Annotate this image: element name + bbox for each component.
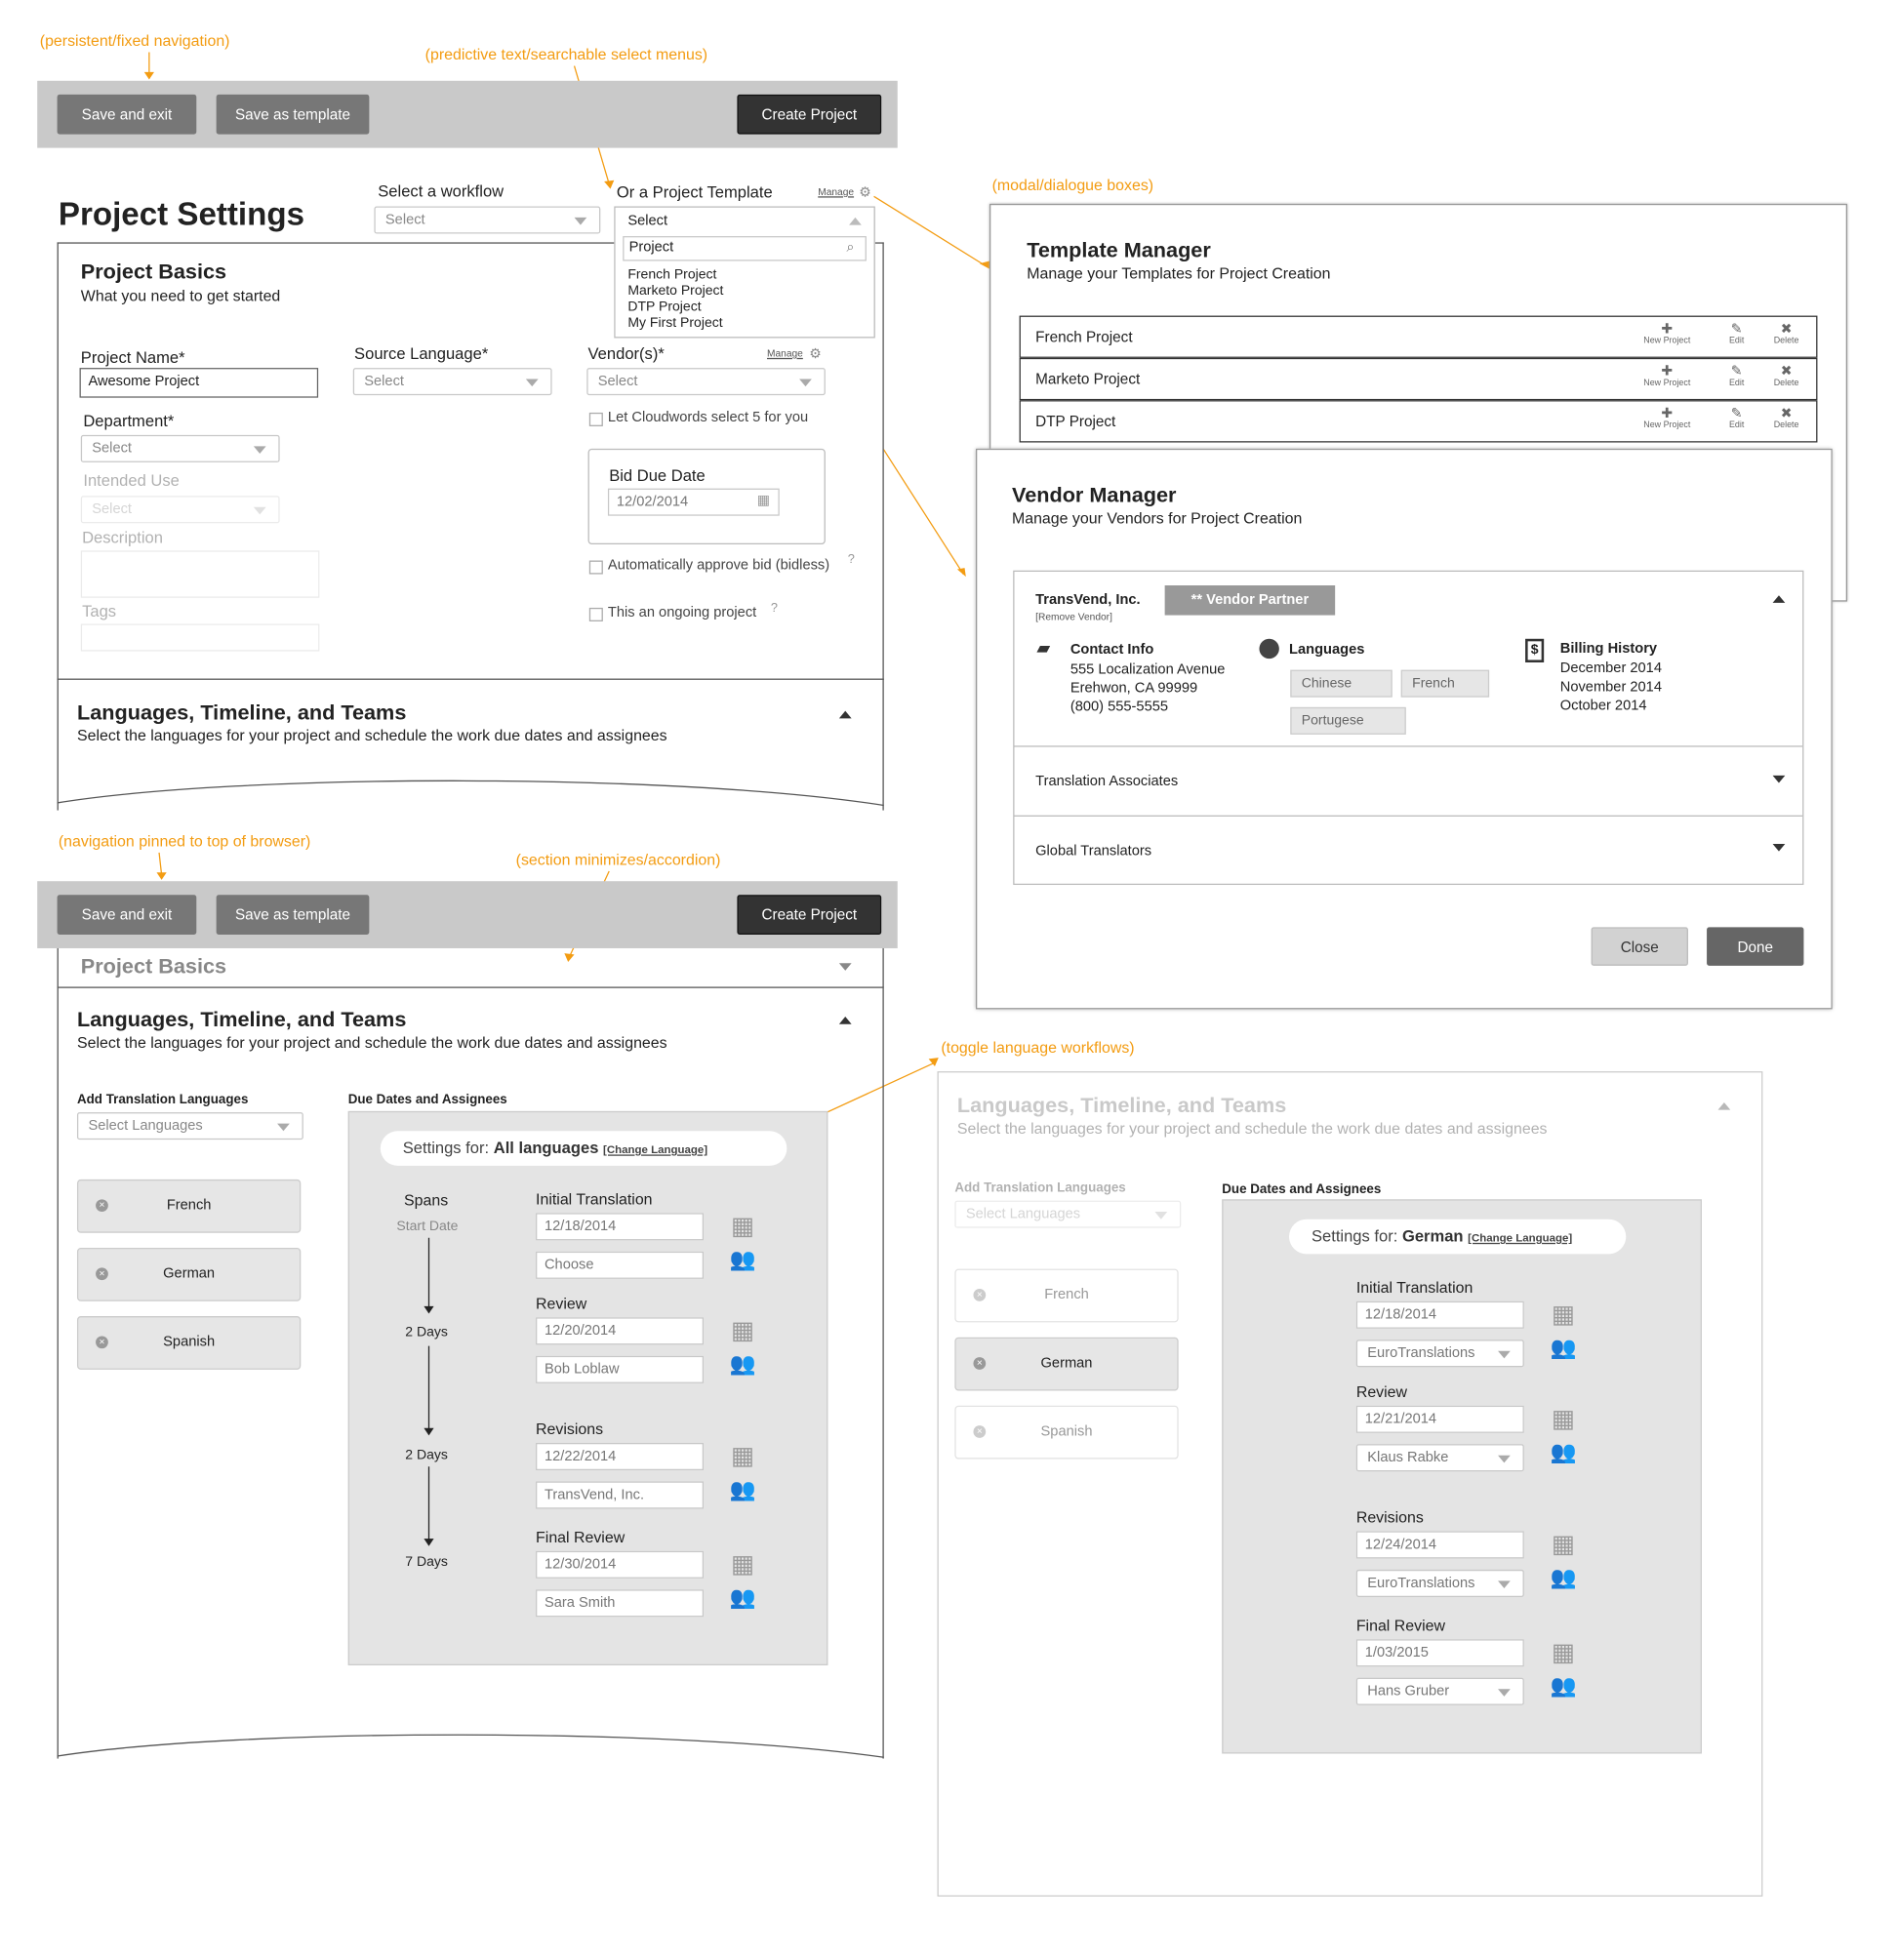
save-exit-button[interactable]: Save and exit xyxy=(58,895,197,935)
step-assignee[interactable]: TransVend, Inc. xyxy=(536,1481,704,1508)
department-select[interactable]: Select xyxy=(81,435,280,462)
template-select-value[interactable]: Select xyxy=(627,214,668,229)
settings-for-label: Settings for: xyxy=(1311,1226,1398,1246)
tags-input[interactable] xyxy=(81,623,320,651)
contact-line: (800) 555-5555 xyxy=(1070,700,1169,715)
ltt-title: Languages, Timeline, and Teams xyxy=(76,1008,407,1032)
collapse-icon[interactable] xyxy=(839,711,852,719)
ongoing-checkbox[interactable]: This an ongoing project xyxy=(589,605,756,620)
step-date-input[interactable]: 12/18/2014 xyxy=(1356,1301,1524,1329)
basics-subtitle: What you need to get started xyxy=(80,287,281,305)
vendor-name: TransVend, Inc. xyxy=(1035,592,1141,608)
ltt-subtitle: Select the languages for your project and schedule the work due dates and assignees xyxy=(76,1033,667,1052)
new-project-icon: ✚ xyxy=(1661,364,1674,380)
ltt-subtitle: Select the languages for your project and schedule the work due dates and assignees xyxy=(956,1119,1548,1138)
duration-2: 2 Days xyxy=(405,1448,448,1463)
note-nav: (persistent/fixed navigation) xyxy=(39,32,230,50)
delete-label: Delete xyxy=(1773,379,1799,388)
basics-collapsed-title: Project Basics xyxy=(80,954,227,979)
settings-for-label: Settings for: xyxy=(402,1138,490,1158)
step-assignee[interactable]: Klaus Rabke xyxy=(1356,1444,1524,1471)
edit-action[interactable] xyxy=(1712,364,1761,387)
source-language-select[interactable]: Select xyxy=(353,368,552,395)
step-date-input[interactable]: 12/24/2014 xyxy=(1356,1531,1524,1558)
language-tag-french[interactable]: French xyxy=(1401,670,1489,698)
globe-icon xyxy=(1259,639,1278,659)
template-row-name: DTP Project xyxy=(1035,412,1116,430)
add-languages-select[interactable]: Select Languages xyxy=(954,1201,1181,1228)
ltt-title: Languages, Timeline, and Teams xyxy=(956,1094,1287,1118)
expand-icon[interactable] xyxy=(1773,776,1786,783)
edit-label: Edit xyxy=(1728,420,1745,430)
basics-collapsed-bar[interactable] xyxy=(58,948,884,988)
billing-line: November 2014 xyxy=(1559,679,1662,696)
calendar-icon[interactable]: ▦ xyxy=(756,493,771,509)
billing-line: October 2014 xyxy=(1559,698,1647,714)
calendar-icon[interactable]: ▦ xyxy=(1551,1531,1575,1559)
description-input[interactable] xyxy=(81,550,320,597)
template-row-name: Marketo Project xyxy=(1035,370,1141,388)
edit-icon: ✎ xyxy=(1730,406,1743,421)
save-exit-button[interactable]: Save and exit xyxy=(58,95,197,135)
step-name: Initial Translation xyxy=(536,1190,653,1209)
step-date-input[interactable]: 1/03/2015 xyxy=(1356,1639,1524,1666)
help-icon[interactable]: ? xyxy=(847,552,855,567)
remove-language-icon[interactable]: × xyxy=(96,1267,108,1280)
delete-icon: ✖ xyxy=(1780,364,1793,380)
language-tag-portugese[interactable]: Portugese xyxy=(1290,707,1405,735)
language-item-german[interactable] xyxy=(77,1248,301,1301)
collapse-icon[interactable] xyxy=(1773,595,1786,603)
close-button[interactable]: Close xyxy=(1592,927,1688,965)
change-language-link[interactable]: [Change Language] xyxy=(603,1142,708,1156)
template-row[interactable] xyxy=(1020,358,1818,400)
settings-for-value: German xyxy=(1401,1226,1464,1246)
step-name: Final Review xyxy=(536,1528,626,1546)
new-project-action[interactable] xyxy=(1642,407,1692,430)
due-dates-box xyxy=(1222,1199,1702,1753)
ltt-title: Languages, Timeline, and Teams xyxy=(76,700,407,725)
template-label: Or a Project Template xyxy=(616,182,773,202)
page-title: Project Settings xyxy=(58,195,305,233)
template-manage-link[interactable]: Manage xyxy=(818,186,855,198)
settings-for-pill xyxy=(381,1131,787,1166)
duration-1: 2 Days xyxy=(405,1324,448,1340)
collapse-icon[interactable] xyxy=(839,1017,852,1024)
step-date-input[interactable]: 12/20/2014 xyxy=(536,1317,704,1344)
new-project-label: New Project xyxy=(1643,337,1691,346)
settings-for-pill xyxy=(1289,1220,1626,1255)
delete-label: Delete xyxy=(1773,337,1799,346)
edit-action[interactable] xyxy=(1712,322,1761,345)
language-item-german[interactable] xyxy=(954,1338,1178,1391)
remove-language-icon[interactable]: × xyxy=(973,1289,986,1301)
remove-language-icon[interactable]: × xyxy=(973,1357,986,1370)
language-label: Spanish xyxy=(163,1335,216,1350)
template-option[interactable]: French Project xyxy=(627,266,717,283)
settings-for-value: All languages xyxy=(493,1138,599,1158)
calendar-icon[interactable]: ▦ xyxy=(731,1213,755,1241)
help-icon[interactable]: ? xyxy=(770,601,778,616)
step-name: Final Review xyxy=(1355,1617,1445,1635)
calendar-icon[interactable]: ▦ xyxy=(1551,1405,1575,1433)
basics-title: Project Basics xyxy=(80,260,227,284)
template-search-input[interactable]: Project xyxy=(623,236,867,260)
assignee-icon[interactable]: 👥 xyxy=(729,1585,756,1610)
collapse-icon[interactable] xyxy=(1718,1102,1731,1110)
contact-title: Contact Info xyxy=(1070,642,1154,658)
vendor-manager-subtitle: Manage your Vendors for Project Creation xyxy=(1011,509,1303,528)
template-manager-title: Template Manager xyxy=(1027,238,1211,262)
delete-icon: ✖ xyxy=(1780,321,1793,338)
step-date-input[interactable]: 12/30/2014 xyxy=(536,1551,704,1579)
calendar-icon[interactable]: ▦ xyxy=(731,1317,755,1345)
note-modal: (modal/dialogue boxes) xyxy=(991,176,1154,194)
language-workflow-panel xyxy=(938,1071,1763,1897)
language-tag-chinese[interactable]: Chinese xyxy=(1290,670,1392,698)
edit-label: Edit xyxy=(1728,379,1745,388)
due-dates-label: Due Dates and Assignees xyxy=(1222,1181,1382,1197)
chevron-up-icon xyxy=(849,218,862,225)
edit-label: Edit xyxy=(1728,337,1745,346)
language-label: Spanish xyxy=(1040,1423,1093,1440)
save-template-button[interactable]: Save as template xyxy=(217,895,370,935)
divider xyxy=(1015,745,1803,746)
bid-due-box xyxy=(588,449,826,544)
vendor-manager-title: Vendor Manager xyxy=(1011,483,1177,507)
step-name: Revisions xyxy=(536,1420,604,1438)
step-assignee[interactable]: EuroTranslations xyxy=(1356,1570,1524,1597)
due-dates-box xyxy=(348,1111,828,1665)
calendar-icon[interactable]: ▦ xyxy=(731,1550,755,1579)
edit-icon: ✎ xyxy=(1730,364,1743,380)
step-assignee[interactable]: Choose xyxy=(536,1252,704,1279)
step-assignee[interactable]: Hans Gruber xyxy=(1356,1678,1524,1705)
project-name-label: Project Name* xyxy=(80,347,185,367)
billing-line: December 2014 xyxy=(1559,660,1662,677)
step-assignee[interactable]: EuroTranslations xyxy=(1356,1340,1524,1367)
language-item-spanish[interactable] xyxy=(954,1406,1178,1460)
change-language-link[interactable]: [Change Language] xyxy=(1468,1231,1573,1245)
template-row-name: French Project xyxy=(1035,328,1133,346)
new-project-icon: ✚ xyxy=(1661,406,1674,421)
project-name-input[interactable]: Awesome Project xyxy=(80,368,319,398)
template-row[interactable] xyxy=(1020,400,1818,442)
billing-lines xyxy=(1560,660,1662,715)
contact-icon: ▰ xyxy=(1036,637,1051,658)
step-name: Initial Translation xyxy=(1355,1278,1473,1297)
assignee-icon[interactable]: 👥 xyxy=(729,1477,756,1501)
template-option[interactable]: Marketo Project xyxy=(627,283,724,299)
contact-line: Erehwon, CA 99999 xyxy=(1070,681,1198,697)
remove-language-icon[interactable]: × xyxy=(973,1425,986,1438)
vendor-row-translation-associates[interactable]: Translation Associates xyxy=(1035,774,1179,789)
edit-icon: ✎ xyxy=(1730,321,1743,338)
contact-lines xyxy=(1070,661,1226,717)
languages-title: Languages xyxy=(1289,642,1365,658)
vendor-label: Vendor(s)* xyxy=(587,343,665,363)
auto-approve-checkbox[interactable]: Automatically approve bid (bidless) xyxy=(589,558,829,573)
vendor-accordion xyxy=(1013,571,1803,885)
create-project-button[interactable]: Create Project xyxy=(737,895,881,935)
delete-action[interactable] xyxy=(1761,364,1811,387)
done-button[interactable]: Done xyxy=(1707,927,1803,965)
expand-icon[interactable] xyxy=(839,963,852,971)
language-label: French xyxy=(166,1198,212,1214)
language-item-french[interactable] xyxy=(954,1269,1178,1323)
template-options xyxy=(627,267,723,332)
billing-icon: $ xyxy=(1525,639,1544,662)
assignee-icon[interactable]: 👥 xyxy=(1550,1566,1577,1590)
vendor-partner-badge: ** Vendor Partner xyxy=(1165,585,1336,616)
template-option[interactable]: My First Project xyxy=(627,315,723,331)
spans-label: Spans xyxy=(404,1191,449,1210)
create-project-button[interactable]: Create Project xyxy=(737,95,881,135)
vendor-manage-link[interactable]: Manage xyxy=(766,347,803,360)
department-label: Department* xyxy=(83,411,175,430)
contact-line: 555 Localization Avenue xyxy=(1070,661,1226,678)
step-date-input[interactable]: 12/22/2014 xyxy=(536,1443,704,1470)
add-languages-label: Add Translation Languages xyxy=(954,1180,1126,1196)
divider xyxy=(1015,816,1803,817)
calendar-icon[interactable]: ▦ xyxy=(1551,1639,1575,1667)
pinned-navbar xyxy=(37,881,898,948)
billing-title: Billing History xyxy=(1559,641,1658,657)
remove-language-icon[interactable]: × xyxy=(96,1336,108,1348)
ltt-subtitle: Select the languages for your project and schedule the work due dates and assignees xyxy=(76,727,667,745)
gear-icon[interactable]: ⚙ xyxy=(809,346,822,362)
step-date-input[interactable]: 12/18/2014 xyxy=(536,1213,704,1240)
timeline-arrows xyxy=(418,1234,442,1564)
step-name: Review xyxy=(1355,1382,1408,1401)
edit-action[interactable] xyxy=(1712,407,1761,430)
assignee-icon[interactable]: 👥 xyxy=(729,1247,756,1272)
language-item-spanish[interactable] xyxy=(77,1316,301,1370)
new-project-label: New Project xyxy=(1643,379,1691,388)
start-date-label: Start Date xyxy=(396,1219,459,1234)
search-icon: ⌕ xyxy=(846,239,855,256)
new-project-action[interactable] xyxy=(1642,364,1692,387)
torn-edge xyxy=(56,771,886,820)
add-languages-select[interactable]: Select Languages xyxy=(77,1112,303,1140)
assignee-icon[interactable]: 👥 xyxy=(1550,1336,1577,1360)
gear-icon[interactable]: ⚙ xyxy=(859,184,871,201)
template-option[interactable]: DTP Project xyxy=(627,300,702,315)
language-label: French xyxy=(1044,1287,1089,1303)
delete-icon: ✖ xyxy=(1780,406,1793,421)
note-accordion: (section minimizes/accordion) xyxy=(515,851,721,869)
workflow-select[interactable]: Select xyxy=(374,206,600,233)
calendar-icon[interactable]: ▦ xyxy=(731,1442,755,1471)
language-item-french[interactable] xyxy=(77,1180,301,1233)
remove-vendor-link[interactable]: [Remove Vendor] xyxy=(1035,611,1112,623)
save-template-button[interactable]: Save as template xyxy=(217,95,370,135)
step-date-input[interactable]: 12/21/2014 xyxy=(1356,1406,1524,1433)
tags-label: Tags xyxy=(82,601,117,620)
note-toggle: (toggle language workflows) xyxy=(941,1038,1135,1057)
new-project-icon: ✚ xyxy=(1661,321,1674,338)
description-label: Description xyxy=(82,528,163,547)
source-language-label: Source Language* xyxy=(354,343,489,363)
new-project-action[interactable] xyxy=(1642,322,1692,345)
step-assignee[interactable]: Bob Loblaw xyxy=(536,1356,704,1383)
language-label: German xyxy=(1040,1355,1093,1372)
language-label: German xyxy=(163,1266,216,1282)
step-name: Review xyxy=(536,1295,587,1313)
delete-label: Delete xyxy=(1773,420,1799,430)
step-name: Revisions xyxy=(1355,1508,1424,1527)
template-row[interactable] xyxy=(1020,316,1818,358)
due-dates-label: Due Dates and Assignees xyxy=(347,1092,507,1108)
bid-due-input[interactable]: 12/02/2014 xyxy=(608,489,780,516)
note-predictive: (predictive text/searchable select menus) xyxy=(424,46,708,63)
calendar-icon[interactable]: ▦ xyxy=(1551,1300,1575,1329)
top-navbar xyxy=(37,81,898,148)
expand-icon[interactable] xyxy=(1773,844,1786,852)
template-dropdown xyxy=(614,206,875,338)
note-pinned: (navigation pinned to top of browser) xyxy=(58,832,311,851)
vendor-row-global-translators[interactable]: Global Translators xyxy=(1035,843,1152,860)
torn-edge xyxy=(56,1725,886,1762)
bid-due-label: Bid Due Date xyxy=(609,465,706,485)
new-project-label: New Project xyxy=(1643,420,1691,430)
assignee-icon[interactable]: 👥 xyxy=(729,1352,756,1377)
template-manager-subtitle: Manage your Templates for Project Creation xyxy=(1027,264,1331,283)
delete-action[interactable] xyxy=(1761,322,1811,345)
cloudwords-select-checkbox[interactable]: Let Cloudwords select 5 for you xyxy=(589,410,808,424)
delete-action[interactable] xyxy=(1761,407,1811,430)
vendor-select[interactable]: Select xyxy=(586,368,826,395)
vendor-manager-modal xyxy=(976,449,1833,1010)
assignee-icon[interactable]: 👥 xyxy=(1550,1673,1577,1699)
intended-use-label: Intended Use xyxy=(83,470,180,490)
assignee-icon[interactable]: 👥 xyxy=(1550,1440,1577,1464)
add-languages-label: Add Translation Languages xyxy=(76,1092,249,1108)
remove-language-icon[interactable]: × xyxy=(96,1199,108,1212)
intended-use-select[interactable]: Select xyxy=(81,496,280,523)
step-assignee[interactable]: Sara Smith xyxy=(536,1589,704,1617)
duration-3: 7 Days xyxy=(405,1554,448,1570)
workflow-label: Select a workflow xyxy=(378,180,505,201)
